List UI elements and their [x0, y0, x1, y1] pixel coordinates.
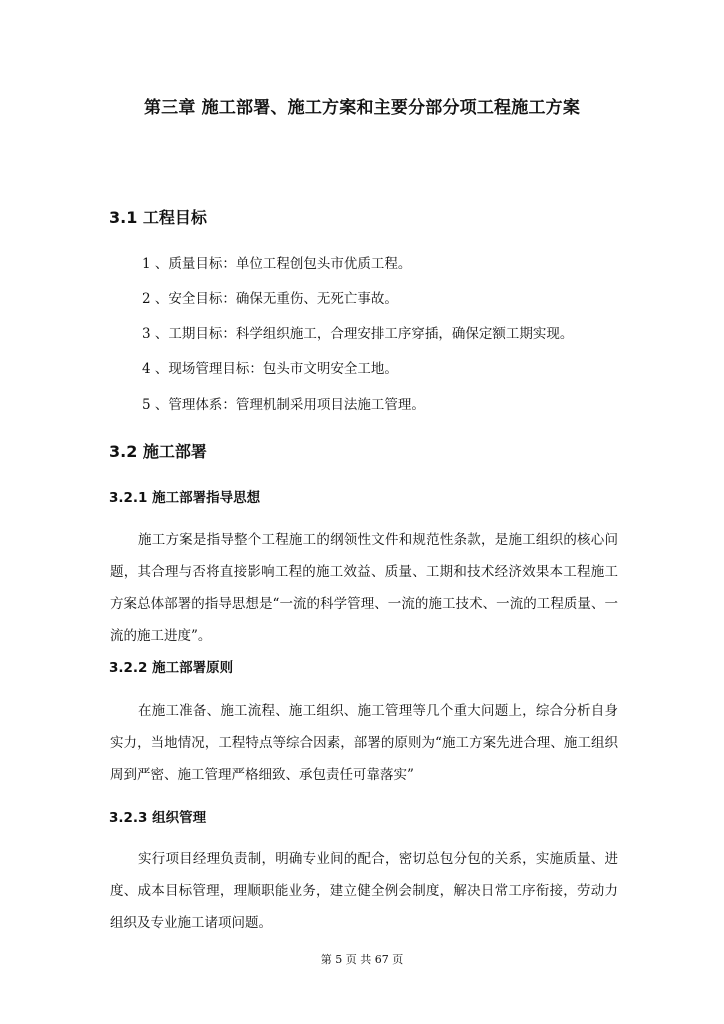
section-3-1-heading: 3.1 工程目标 — [109, 208, 207, 227]
chapter-title: 第三章 施工部署、施工方案和主要分部分项工程施工方案 — [143, 98, 581, 118]
section-3-2-3-heading: 3.2.3 组织管理 — [109, 810, 207, 826]
goal-item-quality: 1 、质量目标：单位工程创包头市优质工程。 — [142, 256, 412, 272]
section-3-2-1-paragraph: 施工方案是指导整个工程施工的纲领性文件和规范性条款，是施工组织的核心问题，其合理与否将直接影响工程的施工效益、质量、工期和技术经济效果本工程施工方案总体部署的指导思想是“一流的科学管理、一流的施工技术、一流的工程质量、一流的施工进度”。 — [110, 532, 618, 644]
section-3-2-2-paragraph: 在施工准备、施工流程、施工组织、施工管理等几个重大问题上，综合分析自身实力，当地情况，工程特点等综合因素，部署的原则为“施工方案先进合理、施工组织周到严密、施工管理严格细致、承包责任可靠落实” — [110, 703, 618, 783]
goal-item-safety: 2 、安全目标：确保无重伤、无死亡事故。 — [142, 291, 398, 307]
goal-item-schedule: 3 、工期目标：科学组织施工，合理安排工序穿插，确保定额工期实现。 — [142, 326, 574, 342]
page-footer: 第 5 页 共 67 页 — [320, 953, 404, 966]
section-3-2-heading: 3.2 施工部署 — [109, 442, 207, 461]
goal-item-site-management: 4 、现场管理目标：包头市文明安全工地。 — [142, 361, 398, 377]
goal-item-management-system: 5 、管理体系：管理机制采用项目法施工管理。 — [142, 397, 425, 413]
section-3-2-2-heading: 3.2.2 施工部署原则 — [109, 660, 234, 676]
section-3-2-3-paragraph: 实行项目经理负责制，明确专业间的配合，密切总包分包的关系，实施质量、进度、成本目标管理，理顺职能业务，建立健全例会制度，解决日常工序衔接，劳动力组织及专业施工诸项问题。 — [110, 851, 618, 931]
section-3-2-1-heading: 3.2.1 施工部署指导思想 — [109, 490, 261, 506]
